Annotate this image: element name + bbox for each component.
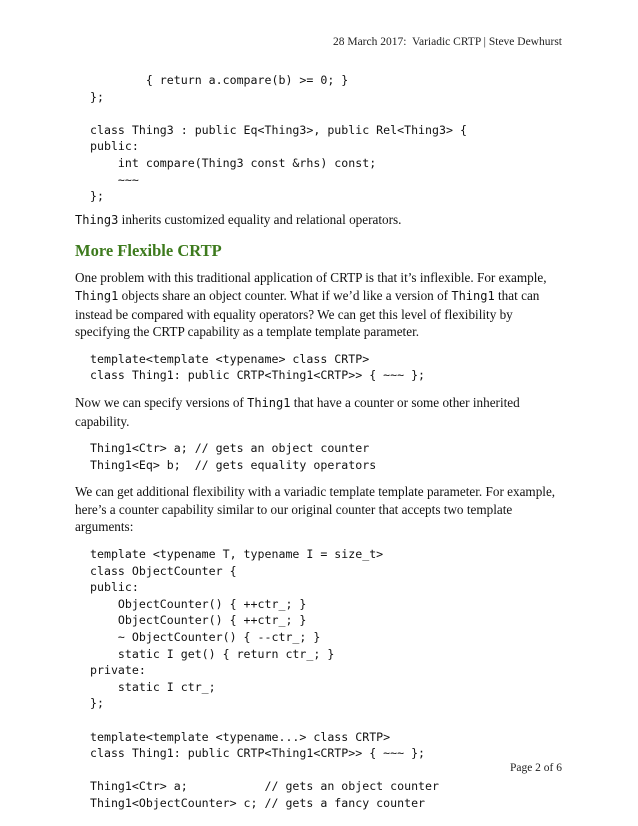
code-block-compare-thing3: { return a.compare(b) >= 0; } }; class Thing3 : public Eq<Thing3>, public Rel<Thing3> { public: int compare(Thing3 const &rhs) const; ~~~ }; bbox=[90, 73, 467, 204]
paragraph-text: Now we can specify versions of bbox=[75, 394, 248, 410]
paragraph-text: inherits customized equality and relational operators. bbox=[118, 211, 402, 227]
section-heading: More Flexible CRTP bbox=[75, 241, 222, 261]
page-footer: Page 2 of 6 bbox=[509, 762, 562, 774]
paragraph-text: that can instead be compared with equality operators? We can get this level of flexibility by specifying the CRTP capability as a template template parameter. bbox=[75, 287, 540, 340]
code-block-template-template: template<template <typename> class CRTP> class Thing1: public CRTP<Thing1<CRTP>> { ~~~ }; bbox=[90, 351, 426, 383]
inline-code-thing1: Thing1 bbox=[451, 288, 495, 303]
paragraph-inflexible bbox=[75, 269, 565, 340]
code-block-object-counter: template <typename T, typename I = size_t> class ObjectCounter { public: ObjectCounter() { ++ctr_; } ObjectCounter() { ++ctr_; } ~ ObjectCounter() { --ctr_; } static I get() { return ctr_; } private: static I ctr_; }; template<template <typename...> class CRTP> class Thing1: public CRTP<Thing1<CRTP>> { ~~~ }; Thing1<Ctr> a; // gets an object counter Thing1<ObjectCounter> c; // gets a fancy counter bbox=[90, 547, 440, 810]
inline-code-thing3: Thing3 bbox=[75, 212, 119, 227]
paragraph-thing3-inherits bbox=[75, 211, 565, 230]
code-block-thing1-usage: Thing1<Ctr> a; // gets an object counter Thing1<Eq> b; // gets equality operators bbox=[90, 441, 377, 472]
paragraph-text: One problem with this traditional application of CRTP is that it’s inflexible. For example, bbox=[75, 270, 547, 286]
page-header: 28 March 2017: Variadic CRTP | Steve Dewhurst bbox=[332, 36, 562, 48]
paragraph-text: that have a counter or some other inherited capability. bbox=[75, 394, 520, 429]
page-content bbox=[75, 72, 565, 812]
inline-code-thing1: Thing1 bbox=[75, 288, 119, 303]
paragraph-variadic: We can get additional flexibility with a variadic template template parameter. For example, here’s a counter capability similar to our original counter that accepts two template arguments: bbox=[75, 484, 556, 535]
paragraph-specify-versions bbox=[75, 394, 565, 430]
paragraph-text: objects share an object counter. What if we’d like a version of bbox=[118, 287, 452, 303]
inline-code-thing1: Thing1 bbox=[247, 395, 291, 410]
